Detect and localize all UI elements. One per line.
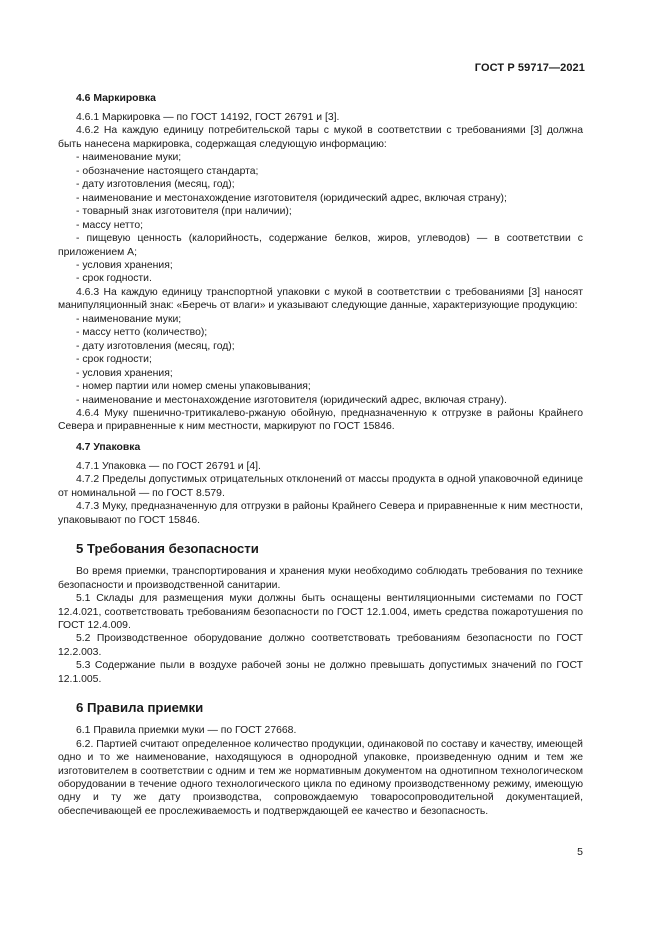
list-item: - наименование муки; [76,152,182,164]
paragraph: 5.2 Производственное оборудование должно соответствовать требованиям безопасности по ГОСТ 12.2.003. [58,633,583,658]
paragraph: 4.7.2 Пределы допустимых отрицательных отклонений от массы продукта в одной упаковочной единице от номинальной — по ГОСТ 8.579. [58,474,583,499]
section-5-body [58,565,583,686]
paragraph: 4.6.3 На каждую единицу транспортной упаковки с мукой в соответствии с требованиями [3] наносят манипуляционный знак: «Беречь от влаги» и указывают следующие данные, характеризующие продукцию: [58,286,583,312]
list-item: - наименование и местонахождение изготовителя (юридический адрес, включая страну); [76,192,507,204]
list-item: - товарный знак изготовителя (при наличии); [76,206,292,218]
list-item: - дату изготовления (месяц, год); [76,340,235,352]
list-item: - массу нетто; [76,219,143,231]
paragraph: 4.7.3 Муку, предназначенную для отгрузки в районы Крайнего Севера и приравненные к ним местности, упаковывают по ГОСТ 15846. [58,501,583,526]
paragraph: 4.6.4 Муку пшенично-тритикалево-ржаную обойную, предназначенную к отгрузке в районы Крайнего Севера и приравненные к ним местности, маркируют по ГОСТ 15846. [58,407,583,433]
list-item: - наименование и местонахождение изготовителя (юридический адрес, включая страну). [76,394,507,406]
paragraph: 6.1 Правила приемки муки — по ГОСТ 27668. [76,725,297,737]
paragraph: Во время приемки, транспортирования и хранения муки необходимо соблюдать требования по технике безопасности и производственной санитарии. [58,566,583,591]
section-heading-4-7: 4.7 Упаковка [76,441,141,453]
list-item: - пищевую ценность (калорийность, содержание белков, жиров, углеводов) — в соответствии с приложением А; [58,233,583,258]
section-heading-6: 6 Правила приемки [76,700,204,716]
paragraph: 4.7.1 Упаковка — по ГОСТ 26791 и [4]. [76,460,261,472]
paragraph: 5.1 Склады для размещения муки должны быть оснащены вентиляционными системами по ГОСТ 12.4.021, соответствовать требованиям безопасности по ГОСТ 12.1.004, иметь средства пожаротушения по ГОСТ 12.4.009. [58,593,583,631]
document-body [58,92,583,818]
list-item: - условия хранения; [76,367,173,379]
list-item: - наименование муки; [76,313,182,325]
section-4-6-body [58,111,583,434]
list-item: - номер партии или номер смены упаковывания; [76,381,311,393]
list-item: - срок годности. [76,273,152,285]
section-heading-5: 5 Требования безопасности [76,541,259,557]
list-item: - массу нетто (количество); [76,327,208,339]
section-heading-4-6: 4.6 Маркировка [76,93,156,104]
list-item: - срок годности; [76,354,152,366]
paragraph: 6.2. Партией считают определенное количество продукции, одинаковой по составу и качеству, имеющей одно и то же наименование, находящуюся в однородной упаковке, произведенную одним и тем же изготовителем в соответствии с одним и тем же нормативным документом на однотипном технологическом оборудовании в течение одного технологического цикла по единому производственному режиму, имеющую одну и ту же дату производства, сопровождаемую товаросопроводительной документацией, обеспечивающей ее прослеживаемость и подтверждающей ее качество и безопасность. [58,738,583,817]
list-item: - обозначение настоящего стандарта; [76,165,259,177]
document-code: ГОСТ Р 59717—2021 [474,62,585,74]
section-6-body [58,724,583,818]
paragraph: 5.3 Содержание пыли в воздухе рабочей зоны не должно превышать допустимых значений по ГОСТ 12.1.005. [58,660,583,685]
list-item: - условия хранения; [76,259,173,271]
page-number: 5 [577,846,583,858]
paragraph: 4.6.1 Маркировка — по ГОСТ 14192, ГОСТ 26791 и [3]. [76,112,340,123]
list-item: - дату изготовления (месяц, год); [76,179,235,191]
section-4-7-body [58,460,583,527]
paragraph: 4.6.2 На каждую единицу потребительской тары с мукой в соответствии с требованиями [3] должна быть нанесена маркировка, содержащая следующую информацию: [58,125,583,150]
